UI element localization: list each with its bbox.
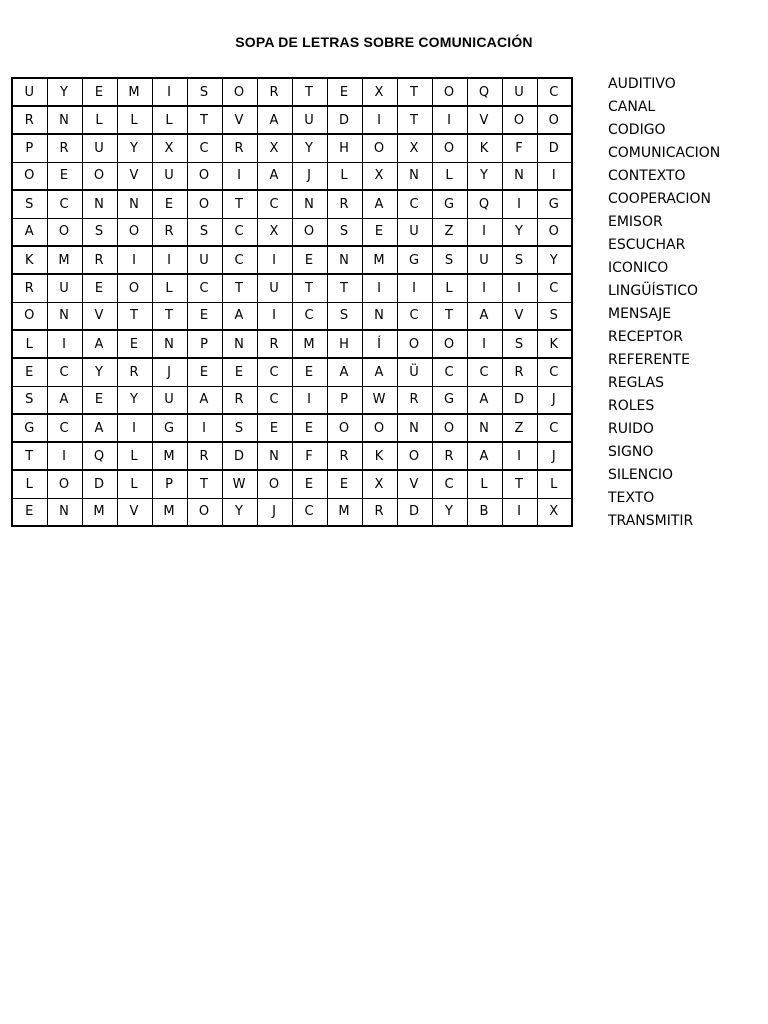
grid-cell: U <box>502 78 537 106</box>
grid-cell: K <box>362 442 397 470</box>
grid-row <box>12 134 572 162</box>
grid-cell: C <box>47 190 82 218</box>
grid-cell: Z <box>502 414 537 442</box>
grid-cell: O <box>117 274 152 302</box>
grid-cell: T <box>187 106 222 134</box>
grid-cell: A <box>257 162 292 190</box>
grid-cell: R <box>82 246 117 274</box>
grid-cell: O <box>537 218 572 246</box>
grid-cell: C <box>257 358 292 386</box>
grid-cell: E <box>82 274 117 302</box>
grid-cell: W <box>222 470 257 498</box>
grid-cell: D <box>222 442 257 470</box>
grid-cell: T <box>292 274 327 302</box>
grid-cell: S <box>12 190 47 218</box>
grid-cell: T <box>292 78 327 106</box>
grid-cell: R <box>12 274 47 302</box>
grid-cell: N <box>257 442 292 470</box>
word-list-item: MENSAJE <box>608 306 672 322</box>
grid-cell: C <box>292 302 327 330</box>
word-search-grid <box>11 77 573 527</box>
grid-cell: Y <box>47 78 82 106</box>
grid-cell: X <box>257 134 292 162</box>
grid-cell: I <box>502 442 537 470</box>
grid-cell: K <box>467 134 502 162</box>
grid-row <box>12 106 572 134</box>
grid-cell: U <box>397 218 432 246</box>
grid-cell: R <box>327 190 362 218</box>
grid-cell: P <box>187 330 222 358</box>
grid-cell: N <box>222 330 257 358</box>
grid-cell: N <box>327 246 362 274</box>
grid-cell: O <box>432 330 467 358</box>
grid-cell: A <box>82 330 117 358</box>
grid-cell: U <box>152 162 187 190</box>
grid-cell: T <box>152 302 187 330</box>
word-list-item: CONTEXTO <box>608 168 686 184</box>
grid-cell: I <box>117 246 152 274</box>
grid-cell: X <box>397 134 432 162</box>
word-list-item: AUDITIVO <box>608 76 676 92</box>
grid-cell: O <box>12 162 47 190</box>
grid-cell: I <box>257 246 292 274</box>
grid-cell: T <box>222 190 257 218</box>
grid-cell: B <box>467 498 502 526</box>
grid-cell: S <box>222 414 257 442</box>
grid-cell: R <box>257 78 292 106</box>
word-list-item: ESCUCHAR <box>608 237 686 253</box>
grid-cell: I <box>362 106 397 134</box>
grid-cell: D <box>82 470 117 498</box>
grid-cell: A <box>257 106 292 134</box>
grid-cell: I <box>432 106 467 134</box>
grid-cell: N <box>292 190 327 218</box>
grid-cell: A <box>467 442 502 470</box>
grid-cell: G <box>537 190 572 218</box>
grid-cell: S <box>82 218 117 246</box>
grid-row <box>12 218 572 246</box>
word-list-item: ROLES <box>608 398 655 414</box>
grid-cell: L <box>117 106 152 134</box>
grid-cell: Y <box>537 246 572 274</box>
grid-cell: G <box>12 414 47 442</box>
grid-cell: C <box>397 302 432 330</box>
word-list-item: REFERENTE <box>608 352 690 368</box>
grid-cell: R <box>222 134 257 162</box>
word-list-item: RUIDO <box>608 421 654 437</box>
grid-cell: V <box>222 106 257 134</box>
grid-cell: O <box>397 330 432 358</box>
grid-cell: T <box>327 274 362 302</box>
grid-cell: L <box>152 106 187 134</box>
word-list-item: TEXTO <box>608 490 655 506</box>
grid-cell: H <box>327 330 362 358</box>
grid-row <box>12 414 572 442</box>
grid-cell: V <box>117 162 152 190</box>
grid-cell: T <box>12 442 47 470</box>
grid-row <box>12 162 572 190</box>
grid-cell: E <box>362 218 397 246</box>
grid-cell: O <box>362 134 397 162</box>
grid-cell: K <box>537 330 572 358</box>
grid-cell: C <box>222 218 257 246</box>
grid-cell: C <box>222 246 257 274</box>
grid-cell: P <box>12 134 47 162</box>
grid-cell: I <box>292 386 327 414</box>
grid-cell: O <box>397 442 432 470</box>
grid-cell: M <box>117 78 152 106</box>
grid-row <box>12 274 572 302</box>
grid-cell: O <box>432 134 467 162</box>
grid-cell: C <box>257 190 292 218</box>
grid-cell: O <box>82 162 117 190</box>
grid-cell: U <box>292 106 327 134</box>
grid-cell: U <box>12 78 47 106</box>
grid-cell: O <box>187 162 222 190</box>
grid-cell: I <box>362 274 397 302</box>
grid-cell: C <box>537 414 572 442</box>
grid-cell: G <box>432 190 467 218</box>
grid-cell: E <box>292 470 327 498</box>
grid-cell: A <box>82 414 117 442</box>
word-list-item: TRANSMITIR <box>608 513 694 529</box>
grid-cell: L <box>12 470 47 498</box>
grid-cell: G <box>397 246 432 274</box>
grid-cell: L <box>467 470 502 498</box>
grid-cell: T <box>432 302 467 330</box>
grid-cell: N <box>362 302 397 330</box>
grid-row <box>12 386 572 414</box>
grid-cell: L <box>117 442 152 470</box>
grid-cell: F <box>292 442 327 470</box>
grid-cell: S <box>327 218 362 246</box>
grid-cell: E <box>187 358 222 386</box>
word-list-item: COMUNICACION <box>608 145 721 161</box>
grid-cell: N <box>47 106 82 134</box>
grid-cell: I <box>257 302 292 330</box>
grid-cell: R <box>257 330 292 358</box>
grid-cell: C <box>47 358 82 386</box>
grid-cell: I <box>502 190 537 218</box>
grid-cell: K <box>12 246 47 274</box>
grid-cell: N <box>467 414 502 442</box>
grid-cell: T <box>502 470 537 498</box>
grid-cell: O <box>47 470 82 498</box>
grid-cell: U <box>82 134 117 162</box>
grid-cell: A <box>467 302 502 330</box>
grid-cell: R <box>222 386 257 414</box>
grid-cell: M <box>362 246 397 274</box>
grid-cell: X <box>362 470 397 498</box>
grid-cell: Y <box>292 134 327 162</box>
grid-cell: Ü <box>397 358 432 386</box>
grid-cell: Q <box>467 78 502 106</box>
grid-cell: C <box>537 274 572 302</box>
grid-cell: X <box>257 218 292 246</box>
grid-cell: E <box>292 246 327 274</box>
grid-cell: T <box>397 78 432 106</box>
grid-cell: C <box>467 358 502 386</box>
grid-cell: S <box>502 246 537 274</box>
grid-cell: I <box>467 274 502 302</box>
grid-row <box>12 78 572 106</box>
grid-row <box>12 190 572 218</box>
grid-cell: N <box>47 302 82 330</box>
grid-cell: N <box>152 330 187 358</box>
grid-cell: I <box>467 330 502 358</box>
grid-cell: S <box>187 218 222 246</box>
grid-cell: T <box>187 470 222 498</box>
grid-cell: M <box>47 246 82 274</box>
grid-cell: M <box>152 442 187 470</box>
grid-cell: I <box>187 414 222 442</box>
grid-cell: E <box>117 330 152 358</box>
grid-cell: R <box>432 442 467 470</box>
grid-cell: S <box>432 246 467 274</box>
grid-cell: R <box>502 358 537 386</box>
grid-row <box>12 470 572 498</box>
grid-cell: A <box>47 386 82 414</box>
grid-cell: V <box>82 302 117 330</box>
grid-row <box>12 246 572 274</box>
grid-cell: A <box>222 302 257 330</box>
grid-cell: L <box>537 470 572 498</box>
grid-cell: X <box>362 162 397 190</box>
grid-cell: C <box>537 78 572 106</box>
grid-cell: J <box>257 498 292 526</box>
grid-cell: I <box>222 162 257 190</box>
grid-cell: O <box>292 218 327 246</box>
grid-cell: O <box>12 302 47 330</box>
grid-row <box>12 330 572 358</box>
grid-cell: U <box>152 386 187 414</box>
grid-cell: W <box>362 386 397 414</box>
grid-cell: E <box>82 386 117 414</box>
word-list <box>608 73 720 533</box>
grid-cell: S <box>537 302 572 330</box>
grid-cell: T <box>117 302 152 330</box>
grid-cell: O <box>327 414 362 442</box>
grid-cell: S <box>187 78 222 106</box>
grid-cell: V <box>117 498 152 526</box>
grid-cell: Í <box>362 330 397 358</box>
grid-cell: H <box>327 134 362 162</box>
grid-cell: L <box>432 162 467 190</box>
grid-cell: E <box>12 498 47 526</box>
word-list-item: CANAL <box>608 99 656 115</box>
grid-cell: C <box>187 134 222 162</box>
grid-cell: A <box>12 218 47 246</box>
grid-cell: I <box>502 498 537 526</box>
grid-cell: L <box>327 162 362 190</box>
grid-cell: T <box>397 106 432 134</box>
grid-cell: R <box>327 442 362 470</box>
grid-row <box>12 358 572 386</box>
grid-cell: O <box>502 106 537 134</box>
grid-cell: Q <box>82 442 117 470</box>
grid-cell: F <box>502 134 537 162</box>
grid-cell: V <box>502 302 537 330</box>
grid-cell: O <box>537 106 572 134</box>
grid-cell: P <box>152 470 187 498</box>
grid-cell: J <box>537 442 572 470</box>
grid-cell: N <box>82 190 117 218</box>
grid-cell: P <box>327 386 362 414</box>
grid-cell: M <box>327 498 362 526</box>
grid-cell: C <box>432 470 467 498</box>
grid-cell: C <box>47 414 82 442</box>
grid-cell: S <box>327 302 362 330</box>
grid-cell: R <box>362 498 397 526</box>
grid-cell: I <box>502 274 537 302</box>
grid-cell: C <box>397 190 432 218</box>
grid-cell: J <box>292 162 327 190</box>
grid-cell: S <box>502 330 537 358</box>
grid-cell: I <box>47 442 82 470</box>
grid-cell: N <box>397 162 432 190</box>
grid-cell: N <box>397 414 432 442</box>
grid-cell: U <box>47 274 82 302</box>
grid-cell: O <box>222 78 257 106</box>
grid-cell: M <box>82 498 117 526</box>
grid-cell: O <box>187 190 222 218</box>
grid-cell: L <box>82 106 117 134</box>
grid-cell: E <box>222 358 257 386</box>
word-list-item: EMISOR <box>608 214 663 230</box>
page-title: SOPA DE LETRAS SOBRE COMUNICACIÓN <box>235 34 533 50</box>
grid-cell: X <box>362 78 397 106</box>
grid-cell: A <box>362 358 397 386</box>
word-list-item: CODIGO <box>608 122 666 138</box>
grid-cell: R <box>397 386 432 414</box>
grid-cell: X <box>537 498 572 526</box>
grid-cell: U <box>257 274 292 302</box>
grid-cell: R <box>12 106 47 134</box>
grid-cell: V <box>467 106 502 134</box>
grid-cell: C <box>187 274 222 302</box>
grid-cell: E <box>47 162 82 190</box>
grid-cell: U <box>467 246 502 274</box>
grid-cell: Y <box>222 498 257 526</box>
grid-cell: G <box>432 386 467 414</box>
grid-cell: I <box>117 414 152 442</box>
word-list-item: ICONICO <box>608 260 669 276</box>
grid-cell: O <box>187 498 222 526</box>
grid-cell: E <box>152 190 187 218</box>
grid-cell: M <box>152 498 187 526</box>
grid-cell: Y <box>502 218 537 246</box>
grid-row <box>12 498 572 526</box>
word-list-item: SILENCIO <box>608 467 674 483</box>
word-list-item: COOPERACION <box>608 191 711 207</box>
grid-cell: E <box>257 414 292 442</box>
grid-cell: Y <box>82 358 117 386</box>
grid-cell: J <box>152 358 187 386</box>
grid-cell: O <box>432 414 467 442</box>
grid-cell: Y <box>432 498 467 526</box>
grid-cell: D <box>537 134 572 162</box>
grid-cell: I <box>397 274 432 302</box>
grid-cell: Y <box>467 162 502 190</box>
grid-cell: A <box>327 358 362 386</box>
grid-cell: Z <box>432 218 467 246</box>
grid-cell: A <box>362 190 397 218</box>
grid-cell: D <box>327 106 362 134</box>
word-list-item: REGLAS <box>608 375 665 391</box>
grid-cell: G <box>152 414 187 442</box>
grid-cell: L <box>432 274 467 302</box>
grid-cell: A <box>187 386 222 414</box>
grid-cell: N <box>47 498 82 526</box>
grid-cell: I <box>152 246 187 274</box>
grid-cell: O <box>432 78 467 106</box>
grid-cell: O <box>117 218 152 246</box>
grid-cell: E <box>327 470 362 498</box>
grid-cell: I <box>152 78 187 106</box>
grid-cell: I <box>47 330 82 358</box>
grid-cell: V <box>397 470 432 498</box>
grid-cell: A <box>467 386 502 414</box>
grid-cell: U <box>187 246 222 274</box>
grid-cell: E <box>82 78 117 106</box>
word-list-item: LINGÜÍSTICO <box>608 283 698 299</box>
grid-cell: Y <box>117 386 152 414</box>
grid-cell: C <box>537 358 572 386</box>
grid-cell: C <box>292 498 327 526</box>
grid-cell: Y <box>117 134 152 162</box>
grid-cell: O <box>362 414 397 442</box>
grid-cell: O <box>257 470 292 498</box>
grid-cell: E <box>12 358 47 386</box>
grid-cell: E <box>292 358 327 386</box>
word-list-item: SIGNO <box>608 444 654 460</box>
grid-cell: N <box>117 190 152 218</box>
grid-cell: S <box>12 386 47 414</box>
grid-cell: E <box>187 302 222 330</box>
grid-cell: R <box>152 218 187 246</box>
grid-cell: I <box>467 218 502 246</box>
grid-cell: E <box>327 78 362 106</box>
grid-cell: T <box>222 274 257 302</box>
grid-cell: Q <box>467 190 502 218</box>
grid-cell: L <box>152 274 187 302</box>
grid-cell: C <box>257 386 292 414</box>
grid-cell: R <box>47 134 82 162</box>
grid-row <box>12 302 572 330</box>
grid-cell: L <box>12 330 47 358</box>
grid-cell: O <box>47 218 82 246</box>
grid-row <box>12 442 572 470</box>
grid-cell: L <box>117 470 152 498</box>
grid-cell: R <box>187 442 222 470</box>
grid-cell: I <box>537 162 572 190</box>
grid-cell: R <box>117 358 152 386</box>
word-list-item: RECEPTOR <box>608 329 683 345</box>
grid-cell: X <box>152 134 187 162</box>
grid-cell: D <box>502 386 537 414</box>
grid-cell: J <box>537 386 572 414</box>
grid-cell: C <box>432 358 467 386</box>
grid-cell: M <box>292 330 327 358</box>
grid-cell: N <box>502 162 537 190</box>
grid-cell: E <box>292 414 327 442</box>
grid-cell: D <box>397 498 432 526</box>
